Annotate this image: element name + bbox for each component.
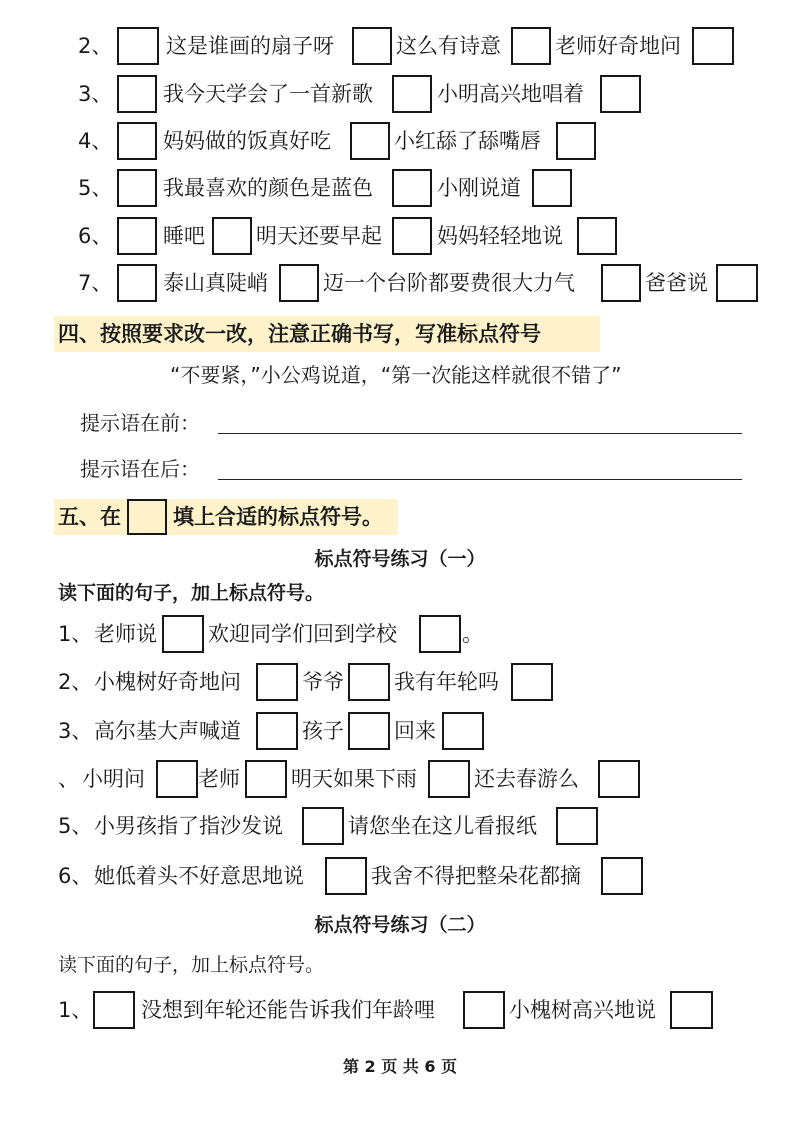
sentence-text: 迈一个台阶都要费很大力气 bbox=[323, 271, 575, 295]
answer-box[interactable] bbox=[93, 991, 135, 1029]
instruction: 读下面的句子，加上标点符号。 bbox=[58, 582, 325, 604]
answer-box[interactable] bbox=[600, 75, 641, 113]
item-number: 7、 bbox=[78, 271, 113, 295]
answer-box[interactable] bbox=[463, 991, 505, 1029]
answer-box[interactable] bbox=[532, 169, 572, 207]
exercise-title: 标点符号练习（一） bbox=[314, 548, 486, 570]
exercise-row bbox=[0, 26, 800, 66]
sentence-text: 。 bbox=[462, 622, 483, 646]
answer-box[interactable] bbox=[156, 760, 198, 798]
answer-box[interactable] bbox=[279, 264, 319, 302]
sentence-text: 妈妈做的饭真好吃 bbox=[163, 129, 331, 153]
sentence-text: 老师好奇地问 bbox=[555, 34, 681, 58]
sentence-text: 小明问 bbox=[82, 767, 145, 791]
answer-box[interactable] bbox=[117, 169, 157, 207]
answer-box[interactable] bbox=[556, 807, 598, 845]
answer-box[interactable] bbox=[511, 27, 551, 65]
answer-box[interactable] bbox=[442, 712, 484, 750]
section-heading: 填上合适的标点符号。 bbox=[173, 505, 383, 529]
answer-box[interactable] bbox=[428, 760, 470, 798]
answer-box[interactable] bbox=[256, 663, 298, 701]
answer-box[interactable] bbox=[601, 857, 643, 895]
sentence-text: 小槐树高兴地说 bbox=[509, 998, 656, 1022]
exercise-title: 标点符号练习（二） bbox=[314, 914, 486, 936]
item-number: 3、 bbox=[58, 719, 93, 743]
answer-box[interactable] bbox=[716, 264, 758, 302]
sentence-text: 我今天学会了一首新歌 bbox=[163, 82, 373, 106]
answer-box[interactable] bbox=[601, 264, 641, 302]
answer-box[interactable] bbox=[692, 27, 734, 65]
item-number: 6、 bbox=[58, 864, 93, 888]
answer-box[interactable] bbox=[556, 122, 596, 160]
exercise-row bbox=[0, 759, 800, 799]
answer-box[interactable] bbox=[245, 760, 287, 798]
item-number: 4、 bbox=[78, 129, 113, 153]
prompt-label: 提示语在前： bbox=[80, 411, 200, 435]
answer-box[interactable] bbox=[350, 122, 390, 160]
answer-box[interactable] bbox=[419, 615, 461, 653]
sentence-text: 我最喜欢的颜色是蓝色 bbox=[163, 176, 373, 200]
answer-box[interactable] bbox=[117, 27, 159, 65]
answer-box[interactable] bbox=[392, 169, 432, 207]
sentence-text: 这是谁画的扇子呀 bbox=[166, 34, 334, 58]
item-number: 3、 bbox=[78, 82, 113, 106]
exercise-row bbox=[0, 74, 800, 114]
item-number: 5、 bbox=[78, 176, 113, 200]
answer-box[interactable] bbox=[670, 991, 713, 1029]
answer-box[interactable] bbox=[348, 712, 390, 750]
sentence-text: 我舍不得把整朵花都摘 bbox=[371, 864, 581, 888]
answer-box[interactable] bbox=[256, 712, 298, 750]
exercise-row bbox=[0, 711, 800, 751]
item-number: 2、 bbox=[78, 34, 113, 58]
item-number: 1、 bbox=[58, 998, 93, 1022]
item-number: 1、 bbox=[58, 622, 93, 646]
sentence-text: 高尔基大声喊道 bbox=[94, 719, 241, 743]
sentence-text: 小明高兴地唱着 bbox=[437, 82, 584, 106]
answer-box[interactable] bbox=[598, 760, 640, 798]
answer-box[interactable] bbox=[325, 857, 367, 895]
exercise-row bbox=[0, 121, 800, 161]
sentence-text: 明天如果下雨 bbox=[291, 767, 417, 791]
exercise-row bbox=[0, 990, 800, 1030]
answer-box[interactable] bbox=[348, 663, 390, 701]
answer-box[interactable] bbox=[117, 264, 157, 302]
answer-box[interactable] bbox=[392, 75, 432, 113]
exercise-row bbox=[0, 662, 800, 702]
quote-sentence: “不要紧，”小公鸡说道，“第一次能这样就很不错了” bbox=[170, 363, 622, 387]
sentence-text: 小红舔了舔嘴唇 bbox=[394, 129, 541, 153]
item-number: 6、 bbox=[78, 224, 113, 248]
answer-box[interactable] bbox=[302, 807, 344, 845]
item-number: 2、 bbox=[58, 670, 93, 694]
exercise-row bbox=[0, 263, 800, 303]
sentence-text: 睡吧 bbox=[163, 224, 205, 248]
sentence-text: 她低着头不好意思地说 bbox=[94, 864, 304, 888]
sentence-text: 欢迎同学们回到学校 bbox=[208, 622, 397, 646]
sentence-text: 老师 bbox=[198, 767, 240, 791]
sample-box bbox=[127, 499, 167, 535]
sentence-text: 小男孩指了指沙发说 bbox=[94, 814, 283, 838]
answer-box[interactable] bbox=[117, 217, 157, 255]
answer-box[interactable] bbox=[212, 217, 252, 255]
sentence-text: 小槐树好奇地问 bbox=[94, 670, 241, 694]
instruction: 读下面的句子，加上标点符号。 bbox=[58, 954, 325, 976]
section-heading: 五、在 bbox=[58, 505, 121, 529]
exercise-row bbox=[0, 806, 800, 846]
exercise-row bbox=[0, 856, 800, 896]
sentence-text: 还去春游么 bbox=[474, 767, 579, 791]
sentence-text: 明天还要早起 bbox=[256, 224, 382, 248]
page-number: 第 2 页 共 6 页 bbox=[342, 1057, 458, 1076]
sentence-text: 没想到年轮还能告诉我们年龄哩 bbox=[141, 998, 435, 1022]
answer-box[interactable] bbox=[162, 615, 204, 653]
sentence-text: 请您坐在这儿看报纸 bbox=[348, 814, 537, 838]
answer-box[interactable] bbox=[117, 122, 157, 160]
sentence-text: 爸爸说 bbox=[645, 271, 708, 295]
exercise-row bbox=[0, 614, 800, 654]
answer-line[interactable] bbox=[218, 479, 742, 480]
sentence-text: 老师说 bbox=[94, 622, 157, 646]
answer-box[interactable] bbox=[392, 217, 432, 255]
sentence-text: 泰山真陡峭 bbox=[163, 271, 268, 295]
prompt-label: 提示语在后： bbox=[80, 457, 200, 481]
sentence-text: 爷爷 bbox=[302, 670, 344, 694]
sentence-text: 回来 bbox=[394, 719, 436, 743]
answer-box[interactable] bbox=[352, 27, 392, 65]
item-number: 5、 bbox=[58, 814, 93, 838]
answer-box[interactable] bbox=[511, 663, 553, 701]
sentence-text: 小刚说道 bbox=[437, 176, 521, 200]
answer-box[interactable] bbox=[577, 217, 617, 255]
answer-box[interactable] bbox=[117, 75, 157, 113]
answer-line[interactable] bbox=[218, 433, 742, 434]
sentence-text: 妈妈轻轻地说 bbox=[437, 224, 563, 248]
sentence-text: 孩子 bbox=[302, 719, 344, 743]
sentence-text: 我有年轮吗 bbox=[394, 670, 499, 694]
sentence-text: 这么有诗意 bbox=[396, 34, 501, 58]
exercise-row bbox=[0, 168, 800, 208]
item-number: 、 bbox=[58, 767, 79, 791]
exercise-row bbox=[0, 216, 800, 256]
section-heading: 四、按照要求改一改，注意正确书写，写准标点符号 bbox=[58, 322, 541, 346]
